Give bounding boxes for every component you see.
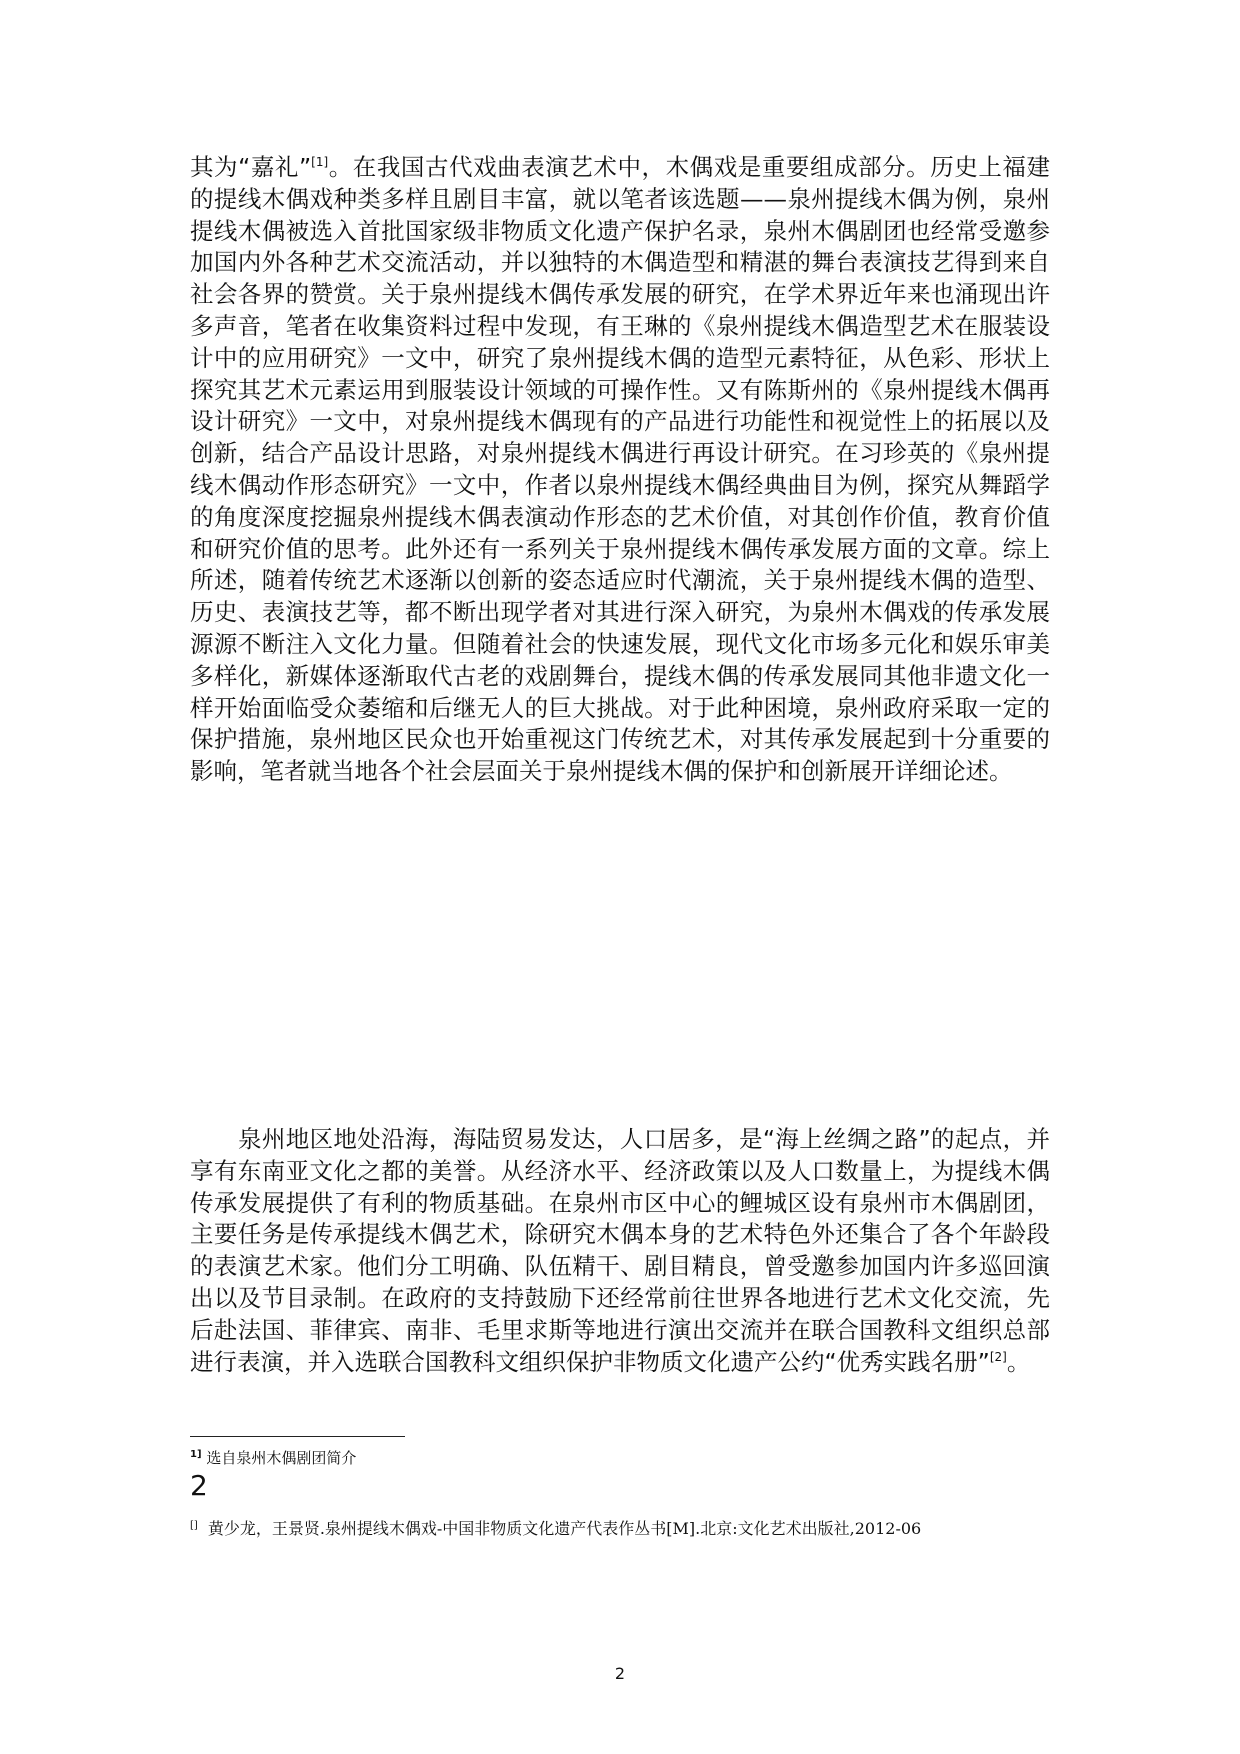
footnote-1 xyxy=(190,1444,356,1469)
paragraph-text: 。在我国古代戏曲表演艺术中，木偶戏是重要组成部分。历史上福建的提线木偶戏种类多样且剧目丰富，就以笔者该选题——泉州提线木偶为例，泉州提线木偶被选入首批国家级非物质文化遗产保护名录，泉州木偶剧团也经常受邀参加国内外各种艺术交流活动，并以独特的木偶造型和精湛的舞台表演技艺得到来自社会各界的赞赏。关于泉州提线木偶传承发展的研究，在学术界近年来也涌现出许多声音，笔者在收集资料过程中发现，有王琳的《泉州提线木偶造型艺术在服装设计中的应用研究》一文中，研究了泉州提线木偶的造型元素特征，从色彩、形状上探究其艺术元素运用到服装设计领域的可操作性。又有陈斯州的《泉州提线木偶再设计研究》一文中，对泉州提线木偶现有的产品进行功能性和视觉性上的拓展以及创新，结合产品设计思路，对泉州提线木偶进行再设计研究。在习珍英的《泉州提线木偶动作形态研究》一文中，作者以泉州提线木偶经典曲目为例，探究从舞蹈学的角度深度挖掘泉州提线木偶表演动作形态的艺术价值，对其创作价值，教育价值和研究价值的思考。此外还有一系列关于泉州提线木偶传承发展方面的文章。综上所述，随着传统艺术逐渐以创新的姿态适应时代潮流，关于泉州提线木偶的造型、历史、表演技艺等，都不断出现学者对其进行深入研究，为泉州木偶戏的传承发展源源不断注入文化力量。但随着社会的快速发展，现代文化市场多元化和娱乐审美多样化，新媒体逐渐取代古老的戏剧舞台，提线木偶的传承发展同其他非遗文化一样开始面临受众萎缩和后继无人的巨大挑战。对于此种困境，泉州政府采取一定的保护措施，泉州地区民众也开始重视这门传统艺术，对其传承发展起到十分重要的影响，笔者就当地各个社会层面关于泉州提线木偶的保护和创新展开详细论述。 xyxy=(190,153,1050,786)
citation-ref-1[interactable]: [1] xyxy=(311,155,329,170)
footnote-big-mark-2: 2 xyxy=(190,1469,208,1502)
footnote-mark-2: [] xyxy=(190,1519,198,1531)
body-paragraph-1 xyxy=(190,152,1050,788)
footnote-divider xyxy=(190,1436,405,1437)
footnote-text-2: 黄少龙，王景贤.泉州提线木偶戏-中国非物质文化遗产代表作丛书[M].北京:文化艺术出版社,2012-06 xyxy=(207,1519,922,1538)
paragraph-text: 泉州地区地处沿海，海陆贸易发达，人口居多，是“海上丝绸之路”的起点，并享有东南亚文化之都的美誉。从经济水平、经济政策以及人口数量上，为提线木偶传承发展提供了有利的物质基础。在泉州市区中心的鲤城区设有泉州市木偶剧团，主要任务是传承提线木偶艺术，除研究木偶本身的艺术特色外还集合了各个年龄段的表演艺术家。他们分工明确、队伍精干、剧目精良，曾受邀参加国内许多巡回演出以及节目录制。在政府的支持鼓励下还经常前往世界各地进行艺术文化交流，先后赴法国、菲律宾、南非、毛里求斯等地进行演出交流并在联合国教科文组织总部进行表演，并入选联合国教科文组织保护非物质文化遗产公约“优秀实践名册” xyxy=(190,1125,1050,1376)
page-number: 2 xyxy=(614,1664,626,1683)
footnote-mark-1: 1] xyxy=(190,1449,202,1460)
paragraph-text: 。 xyxy=(1006,1347,1031,1376)
footnote-text-1: 选自泉州木偶剧团简介 xyxy=(206,1449,357,1467)
citation-ref-2[interactable]: [2] xyxy=(989,1349,1007,1364)
body-paragraph-2 xyxy=(190,1124,1050,1378)
footnote-2 xyxy=(190,1494,1050,1564)
paragraph-text: 其为“嘉礼” xyxy=(190,153,312,181)
